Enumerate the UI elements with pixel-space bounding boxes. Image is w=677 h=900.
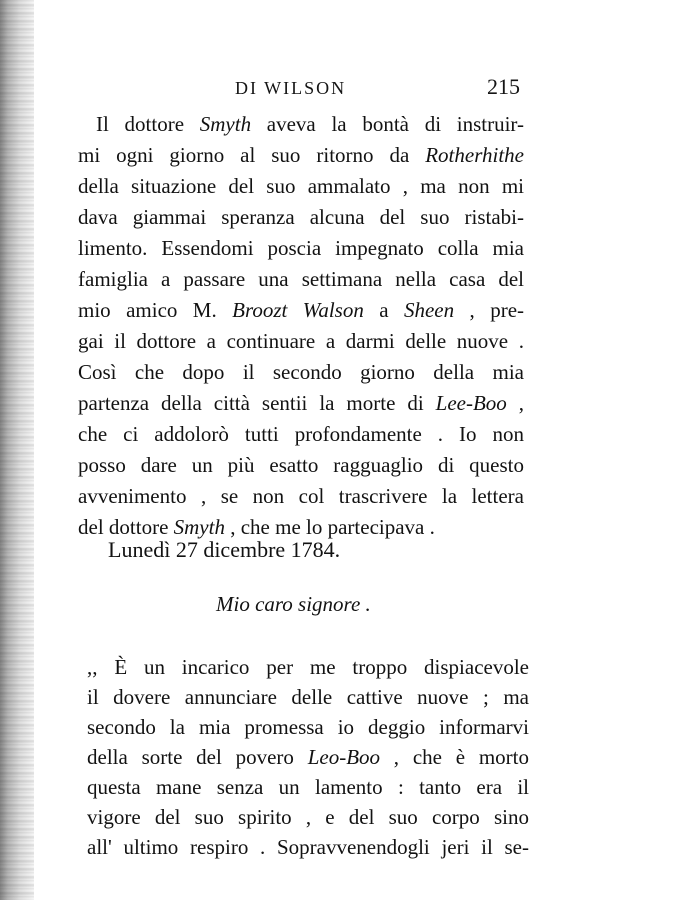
text-line: famiglia a passare una settimana nella casa del	[78, 267, 524, 291]
person-name: Broozt Walson	[232, 298, 364, 322]
text-fragment: ,	[506, 391, 524, 415]
text-line: ,, È un incarico per me troppo dispiacevole	[87, 655, 529, 679]
person-name: Smyth	[199, 112, 252, 136]
text-line	[78, 140, 524, 171]
page-number: 215	[487, 74, 520, 99]
text-line	[87, 742, 529, 772]
text-fragment: Il dottore	[96, 112, 200, 136]
text-line: secondo la mia promessa io deggio informarvi	[87, 715, 529, 739]
text-line: il dovere annunciare delle cattive nuove ; ma	[87, 685, 529, 709]
text-line: dava giammai speranza alcuna del suo ristabi-	[78, 205, 524, 229]
text-fragment: mi ogni giorno al suo ritorno da	[78, 143, 426, 167]
text-line: posso dare un più esatto ragguaglio di questo	[78, 453, 524, 477]
page-header	[60, 74, 520, 100]
text-line: questa mane senza un lamento : tanto era il	[87, 775, 529, 799]
place-name: Rotherhithe	[425, 143, 524, 167]
text-fragment: aveva la bontà di instruir-	[251, 112, 525, 136]
text-line: gai il dottore a continuare a darmi delle nuove .	[78, 329, 524, 353]
text-line: della situazione del suo ammalato , ma non mi	[78, 174, 524, 198]
place-name: Sheen	[403, 298, 455, 322]
text-line: avvenimento , se non col trascrivere la lettera	[78, 484, 524, 508]
text-line	[78, 388, 524, 419]
text-fragment: partenza della città sentii la morte di	[78, 391, 436, 415]
text-line	[78, 109, 524, 140]
text-line: Così che dopo il secondo giorno della mia	[78, 360, 524, 384]
person-name: Leo-Boo	[307, 745, 381, 769]
main-paragraph	[78, 109, 524, 543]
text-fragment: del dottore	[78, 515, 174, 539]
text-line: vigore del suo spirito , e del suo corpo sino	[87, 805, 529, 829]
running-head: DI WILSON	[235, 78, 347, 98]
text-fragment: mio amico M.	[78, 298, 233, 322]
text-line	[78, 295, 524, 326]
text-line: che ci addolorò tutti profondamente . Io non	[78, 422, 524, 446]
text-fragment: , che me lo partecipava .	[224, 515, 435, 539]
text-line: all' ultimo respiro . Sopravvenendogli jeri il se-	[87, 835, 529, 859]
text-fragment: , pre-	[454, 298, 525, 322]
letter-salutation: Mio caro signore .	[216, 592, 371, 616]
text-fragment: della sorte del povero	[87, 745, 308, 769]
letter-date: Lunedì 27 dicembre 1784.	[108, 537, 341, 562]
person-name: Smyth	[173, 515, 225, 539]
text-line: limento. Essendomi poscia impegnato colla mia	[78, 236, 524, 260]
letter-body	[87, 652, 529, 862]
text-fragment: , che è morto	[380, 745, 529, 769]
person-name: Lee-Boo	[435, 391, 507, 415]
page-binding-edge	[0, 0, 34, 900]
text-fragment: a	[363, 298, 404, 322]
